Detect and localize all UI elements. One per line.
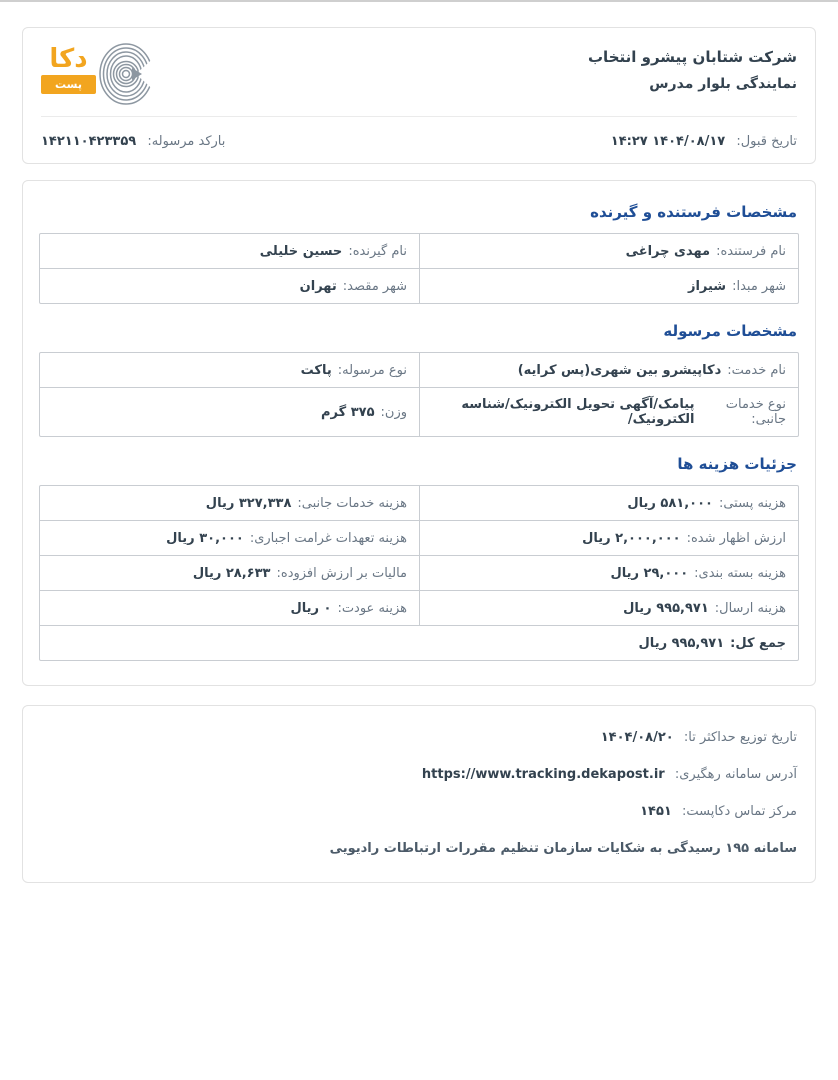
service-name-cell [419,353,798,387]
total-label: جمع کل: [730,635,786,651]
service-name-label: نام خدمت: [727,362,786,378]
total-cell [40,626,798,660]
header-top-row [41,28,797,116]
table-row [40,387,798,436]
packaging-cost-value: ۲۹,۰۰۰ ریال [610,565,689,581]
receiver-name-cell [40,234,419,268]
parcel-table [39,352,799,437]
call-center-value: ۱۴۵۱ [640,804,672,819]
side-services-label: نوع خدمات جانبی: [725,397,786,427]
accept-date-label: تاریخ قبول: [736,134,797,149]
parcel-type-value: پاکت [300,362,332,378]
tracking-label: آدرس سامانه رهگیری: [674,767,797,782]
parcel-type-label: نوع مرسوله: [337,362,407,378]
table-row [40,268,798,303]
table-row [40,353,798,387]
side-services-cost-value: ۳۲۷,۳۳۸ ریال [205,495,292,511]
table-row [40,486,798,520]
destination-city-label: شهر مقصد: [342,278,407,294]
origin-city-label: شهر مبدا: [732,278,786,294]
origin-city-value: شیراز [687,278,727,294]
origin-city-cell [419,269,798,303]
tracking-url: https://www.tracking.dekapost.ir [421,767,665,782]
sender-name-label: نام فرستنده: [716,243,786,259]
sender-name-value: مهدی چراغی [625,243,711,259]
return-cost-label: هزینه عودت: [337,600,407,616]
logo-word-post: پست [41,75,96,94]
header-card [22,27,816,164]
return-cost-cell [40,591,419,625]
barcode-label: بارکد مرسوله: [147,134,226,149]
section-title-parcel: مشخصات مرسوله [663,322,797,340]
dekapost-logo [41,42,160,106]
details-card [22,180,816,686]
barcode-value: ۱۴۲۱۱۰۴۲۳۳۵۹ [41,134,137,149]
weight-label: وزن: [380,404,407,420]
parcel-type-cell [40,353,419,387]
spiral-logo-icon [98,42,160,106]
table-row [40,520,798,555]
accept-date [611,130,797,149]
section-title-sender-receiver: مشخصات فرستنده و گیرنده [590,203,797,221]
vat-label: مالیات بر ارزش افزوده: [276,565,407,581]
side-services-cell [419,388,798,436]
total-value: ۹۹۵,۹۷۱ ریال [638,635,725,651]
compensation-cost-value: ۳۰,۰۰۰ ریال [166,530,244,546]
max-delivery-label: تاریخ توزیع حداکثر تا: [683,730,797,745]
vat-cell [40,556,419,590]
max-delivery-value: ۱۴۰۴/۰۸/۲۰ [600,730,674,745]
declared-value-cell [419,521,798,555]
parcel-barcode [41,130,225,149]
weight-cell [40,388,419,436]
packaging-cost-label: هزینه بسته بندی: [694,565,786,581]
compensation-cost-cell [40,521,419,555]
shipping-cost-cell [419,591,798,625]
declared-value-value: ۲,۰۰۰,۰۰۰ ریال [582,530,681,546]
header-meta-row [41,117,797,163]
postal-cost-label: هزینه پستی: [718,495,786,511]
postal-cost-cell [419,486,798,520]
shipping-cost-value: ۹۹۵,۹۷۱ ریال [623,600,709,616]
vat-value: ۲۸,۶۳۳ ریال [192,565,271,581]
side-services-cost-cell [40,486,419,520]
destination-city-value: تهران [299,278,337,294]
service-name-value: دکاپیشرو بین شهری(پس کرایه) [517,362,722,378]
logo-wordmark [41,46,96,94]
company-info [588,42,797,92]
sender-name-cell [419,234,798,268]
side-services-cost-label: هزینه خدمات جانبی: [297,495,407,511]
packaging-cost-cell [419,556,798,590]
costs-table [39,485,799,661]
max-delivery-date [41,730,797,745]
destination-city-cell [40,269,419,303]
complaints-sentence: سامانه ۱۹۵ رسیدگی به شکایات سازمان تنظیم مقررات ارتباطات رادیویی [329,841,797,856]
call-center-label: مرکز تماس دکاپست: [681,804,797,819]
tracking-url-line [41,767,797,782]
company-name: شرکت شتابان پیشرو انتخاب [587,48,797,66]
declared-value-label: ارزش اظهار شده: [686,530,786,546]
accept-date-value: ۱۴۰۴/۰۸/۱۷ ۱۴:۲۷ [610,134,726,149]
logo-word-deka: دکا [49,44,88,74]
receiver-name-value: حسین خلیلی [259,243,343,259]
table-row [40,234,798,268]
return-cost-value: ۰ ریال [290,600,332,616]
agency-name: نمایندگی بلوار مدرس [649,76,797,92]
receiver-name-label: نام گیرنده: [348,243,407,259]
table-row [40,590,798,625]
sender-receiver-table [39,233,799,304]
table-row [40,555,798,590]
shipping-cost-label: هزینه ارسال: [714,600,786,616]
section-title-costs: جزئیات هزینه ها [677,455,797,473]
compensation-cost-label: هزینه تعهدات غرامت اجباری: [249,530,407,546]
total-row [40,625,798,660]
postal-cost-value: ۵۸۱,۰۰۰ ریال [627,495,713,511]
side-services-value: پیامک/آگهی تحویل الکترونیک/شناسه الکترونیک/ [461,397,695,427]
footer-card [22,705,816,883]
weight-value: ۳۷۵ گرم [321,404,375,420]
call-center-line [41,804,797,819]
